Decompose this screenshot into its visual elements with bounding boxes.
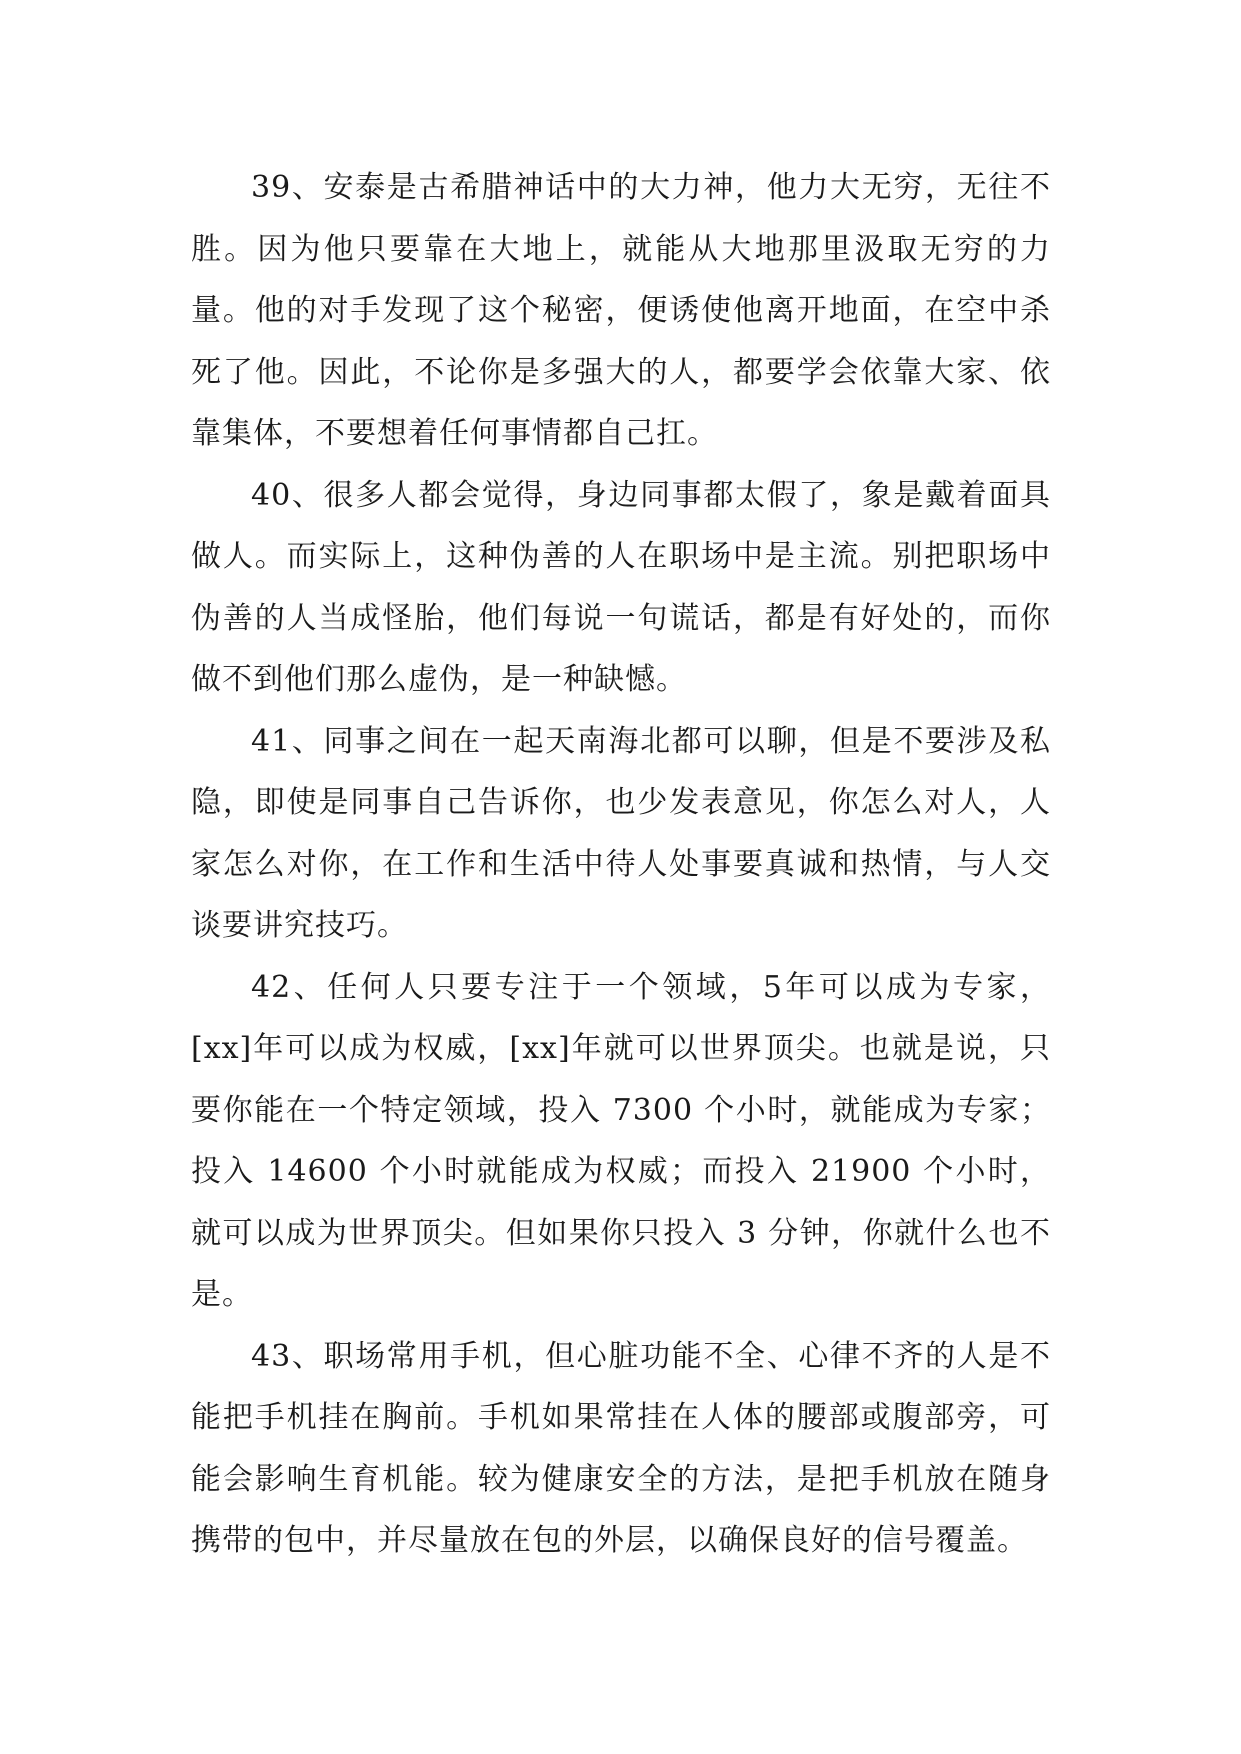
paragraph-42: 42、任何人只要专注于一个领域，5年可以成为专家，[xx]年可以成为权威，[xx]年就可以世界顶尖。也就是说，只要你能在一个特定领域，投入 7300 个小时，就能成为专家；投入 14600 个小时就能成为权威；而投入 21900 个小时，就可以成为世界顶尖。但如果你只投入 3 分钟，你就什么也不是。 bbox=[191, 969, 1051, 1312]
paragraph-39: 39、安泰是古希腊神话中的大力神，他力大无穷，无往不胜。因为他只要靠在大地上，就能从大地那里汲取无穷的力量。他的对手发现了这个秘密，便诱使他离开地面，在空中杀死了他。因此，不论你是多强大的人，都要学会依靠大家、依靠集体，不要想着任何事情都自己扛。 bbox=[191, 170, 1051, 451]
paragraph-41: 41、同事之间在一起天南海北都可以聊，但是不要涉及私隐，即使是同事自己告诉你，也少发表意见，你怎么对人，人家怎么对你，在工作和生活中待人处事要真诚和热情，与人交谈要讲究技巧。 bbox=[191, 723, 1051, 943]
paragraph-43: 43、职场常用手机，但心脏功能不全、心律不齐的人是不能把手机挂在胸前。手机如果常挂在人体的腰部或腹部旁，可能会影响生育机能。较为健康安全的方法，是把手机放在随身携带的包中，并尽量放在包的外层，以确保良好的信号覆盖。 bbox=[191, 1338, 1051, 1558]
paragraph-40: 40、很多人都会觉得，身边同事都太假了，象是戴着面具做人。而实际上，这种伪善的人在职场中是主流。别把职场中伪善的人当成怪胎，他们每说一句谎话，都是有好处的，而你做不到他们那么虚伪，是一种缺憾。 bbox=[191, 477, 1051, 697]
document-page bbox=[191, 157, 1051, 1572]
